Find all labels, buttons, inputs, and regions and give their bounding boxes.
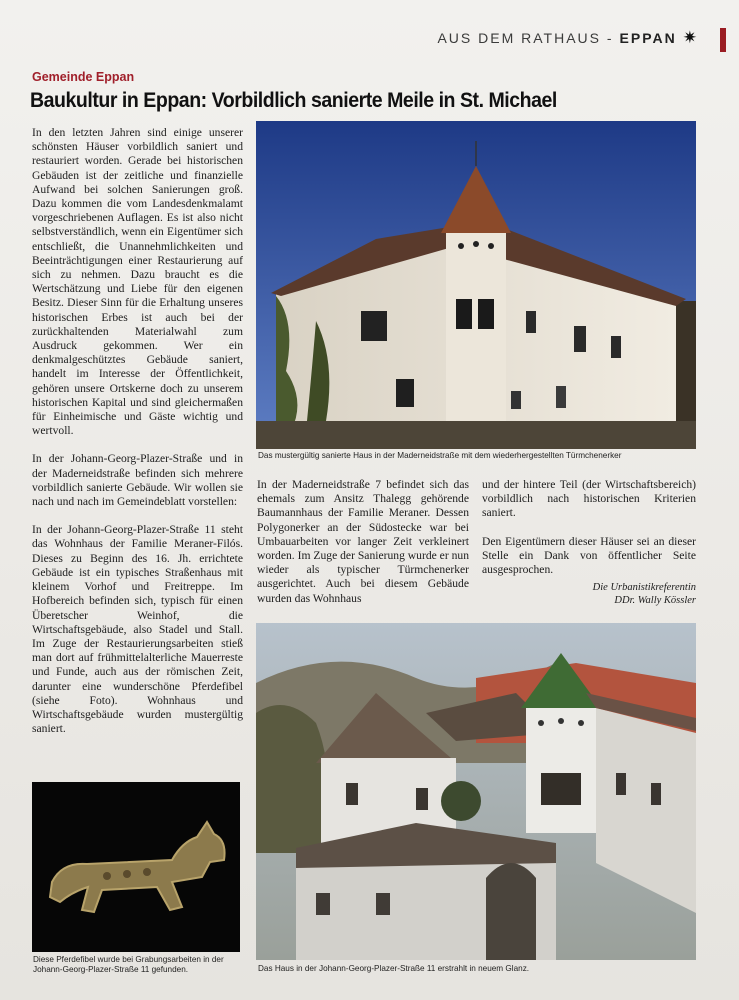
paragraph-intro: In den letzten Jahren sind einige unserer schönsten Häuser vorbildlich saniert und restauriert worden. Gerade bei historischen Gebäuden ist der zeitliche und finanzielle Aufwand bei solchen Sanierungen groß. Dazu kommen die vom Landesdenkmalamt vorgeschriebenen Auflagen. Es ist also nicht selbstverständlich, wenn ein Eigentümer sich entschließt, die Unannehmlichkeiten und Beeinträchtigungen einer Restaurierung auf sich zu nehmen. Dazu braucht es die Wertschätzung und Liebe für den eigenen Besitz. Dieser Sinn für die Erhaltung unseres historischen Erbes ist auch bei der zurückhaltenden Materialwahl zum Ausdruck gekommen. Wer ein denkmalgeschütztes Gebäude saniert, handelt im Interesse der Öffentlichkeit, gehören unsere Ortskerne doch zu unserem historischen Kapital und sind gleichermaßen für Einheimische und Gäste wichtig und wertvoll. bbox=[32, 126, 243, 438]
paragraph-plazer-house: In der Johann-Georg-Plazer-Straße 11 steht das Wohnhaus der Familie Meraner-Filós. Dieses zu Beginn des 16. Jh. errichtete Gebäude ist ein typisches Straßenhaus mit kleinem Vorhof und Freitreppe. Im Hofbereich befinden sich, typisch für einen Überetscher Weinhof, die Wirtschaftsgebäude, also Stadel und Stall. Im Zuge der Restaurierungsarbeiten stieß man dort auf frühmittelalterliche Mauerreste und Funde, auch aus der römischen Zeit, darunter eine wunderschöne Pferdefibel (siehe Foto). Wohnhaus und Wirtschaftsgebäude wurden mustergültig saniert. bbox=[32, 523, 243, 736]
paragraph-rear-part: und der hintere Teil (der Wirtschaftsbereich) vorbildlich nach historischen Kriterien saniert. bbox=[482, 478, 696, 520]
headline: Baukultur in Eppan: Vorbildlich sanierte Meile in St. Michael bbox=[30, 89, 557, 112]
signature-role: Die Urbanistikreferentin bbox=[592, 582, 696, 594]
paragraph-thanks: Den Eigentümern dieser Häuser sei an dieser Stelle ein Dank von öffentlicher Seite ausgesprochen. bbox=[482, 534, 696, 577]
caption-fibula: Diese Pferdefibel wurde bei Grabungsarbeiten in der Johann-Georg-Plazer-Straße 11 gefunden. bbox=[33, 955, 224, 974]
signature-name: DDr. Wally Kössler bbox=[614, 595, 696, 607]
article-column-2 bbox=[257, 478, 469, 606]
section-header bbox=[437, 24, 699, 52]
paragraph-maderneid: In der Maderneidstraße 7 befindet sich das ehemals zum Ansitz Thalegg gehörende Baumannhaus der Familie Meraner. Dessen Polygonerker an der Südostecke war bei Umbauarbeiten vor langer Zeit verkleinert worden. Im Zuge der Sanierung wurde er nun wieder als typischer Türmchenerker ausgerichtet. Auch bei diesem Gebäude wurden das Wohnhaus bbox=[257, 478, 469, 605]
article-column-3 bbox=[482, 478, 696, 607]
star-emblem-icon: ✷ bbox=[682, 28, 699, 47]
kicker: Gemeinde Eppan bbox=[32, 70, 135, 84]
photo-plazer-house bbox=[256, 623, 696, 960]
caption-top-photo: Das mustergültig sanierte Haus in der Maderneidstraße mit dem wiederhergestellten Türmchenerker bbox=[258, 451, 622, 460]
section-color-bar bbox=[720, 28, 726, 52]
photo-horse-fibula bbox=[32, 782, 240, 952]
town-label: EPPAN bbox=[619, 30, 677, 46]
paragraph-streets: In der Johann-Georg-Plazer-Straße und in der Maderneidstraße befinden sich mehrere vorbildlich sanierte Gebäude. Wir wollen sie nach und nach im Gemeindeblatt vorstellen: bbox=[32, 452, 243, 509]
section-label: AUS DEM RATHAUS - bbox=[437, 30, 614, 46]
caption-bottom-photo: Das Haus in der Johann-Georg-Plazer-Straße 11 erstrahlt in neuem Glanz. bbox=[258, 964, 530, 973]
photo-maderneid-house bbox=[256, 121, 696, 449]
article-column-1 bbox=[32, 126, 243, 750]
